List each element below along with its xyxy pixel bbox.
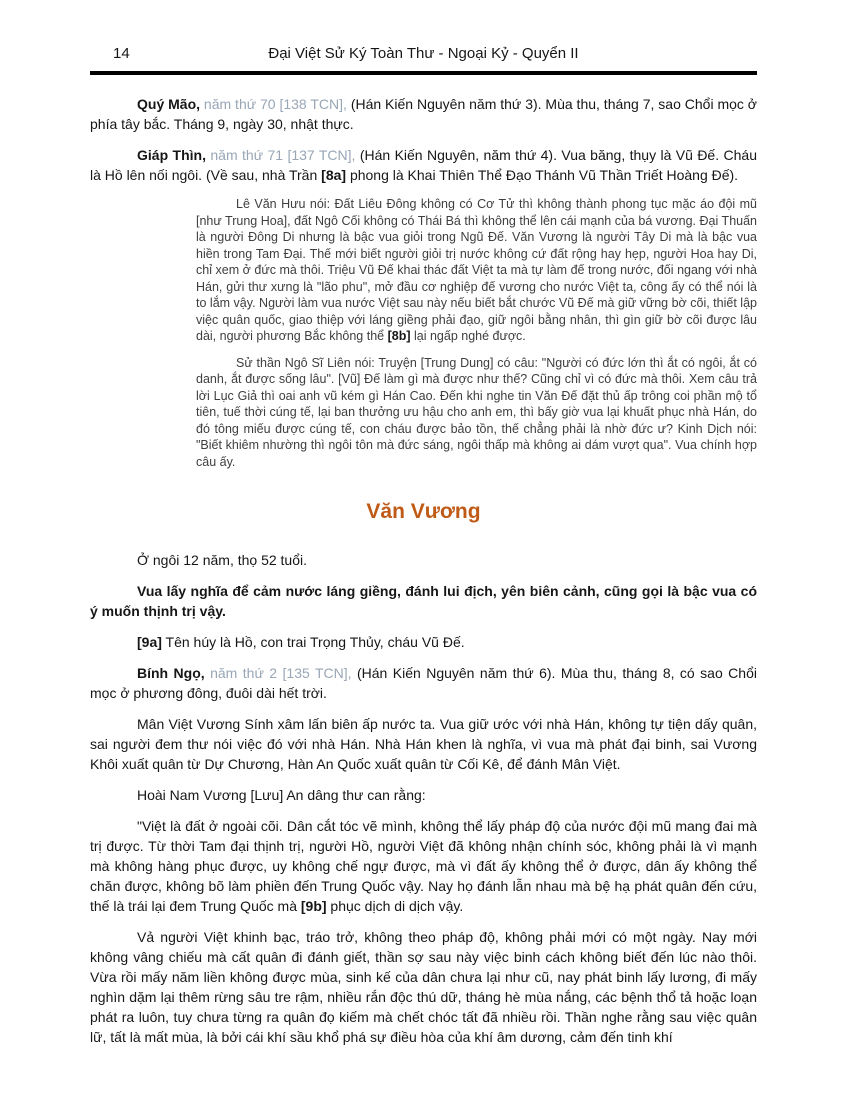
commentary-quote [196,355,757,471]
body-text: lại ngấp nghé được. [410,329,526,343]
page-number: 14 [113,45,130,62]
section-heading [90,500,757,524]
page-header [90,44,757,68]
bold-text: [8b] [387,329,411,343]
body-text: (Hán Kiến Nguyên năm thứ 6). Mùa thu, tháng 8, có sao Chổi mọc ở phương đông, đuôi dài hết trời. [90,665,757,701]
paragraph [90,663,757,703]
paragraph [90,550,757,570]
body-text: Sử thần Ngô Sĩ Liên nói: Truyện [Trung Dung] có câu: "Người có đức lớn thì ắt có ngôi, ắt có danh, ắt được sống lâu". [Vũ] Đế làm gì mà được như thế? Cũng chỉ vì có đức mà thôi. Xem câu trả lời Lục Giả thì oai anh vũ kém gì Hán Cao. Đến khi nghe tin Văn Đế đặt thủ ấp trông coi phần mộ tổ tiên, tuế thời cúng tế, lại ban thưởng ưu hậu cho anh em, thì bấy giờ vua lại khuất phục nhà Hán, do đó tông miếu được cúng tế, con cháu được bảo tồn, thế chẳng phải là nhờ đức ư? Kinh Dịch nói: "Biết khiêm nhường thì ngôi tôn mà đức sáng, ngôi thấp mà không ai dám vượt qua". Vua chính hợp câu ấy. [196,355,757,469]
paragraph [90,94,757,134]
body-text: Vả người Việt khinh bạc, tráo trở, không theo pháp độ, không phải mới có một ngày. Nay mới không vâng chiếu mà cất quân đi đánh giết, thần sợ sau này việc binh cách không biết đến lúc nào thôi. Vừa rồi mấy năm liền không được mùa, sinh kế của dân chưa lại như cũ, nay phát binh lấy lương, đi mấy nghìn dặm lại thêm rừng sâu tre rậm, nhiều rắn độc thú dữ, tháng hè mùa nắng, các bệnh thổ tả hoặc loạn phát ra luôn, tuy chưa từng ra quân đọ kiếm mà chết chóc tất đã nhiều rồi. Thần nghe rằng sau việc quân lữ, tất là mất mùa, là bởi cái khí sầu khổ phá sự điều hòa của khí âm dương, cảm đến tinh khí [90,929,757,1045]
body-text: Lê Văn Hưu nói: Đất Liêu Đông không có Cơ Tử thì không thành phong tục mặc áo đội mũ [như Trung Hoa], đất Ngô Cối không có Thái Bá thì không thể lên cái mạnh của bá vương. Đại Thuấn là người Đông Di nhưng là bậc vua giỏi trong Ngũ Đế. Văn Vương là người Tây Di mà là bậc vua hiền trong Tam Đại. Thế mới biết người giỏi trị nước không cứ đất rộng hay hẹp, người Hoa hay Di, chỉ xem ở đức mà thôi. Triệu Vũ Đế khai thác đất Việt ta mà tự làm đế trong nước, đối ngang với nhà Hán, gửi thư xưng là "lão phu", mở đầu cơ nghiệp đế vương cho nước Việt ta, công ấy có thể nói là to lắm vậy. Người làm vua nước Việt sau này nếu biết bắt chước Vũ Đế mà giữ vững bờ cõi, thiết lập việc quân quốc, giao thiệp với láng giềng phải đạo, giữ ngôi bằng nhân, thì gìn giữ bờ cõi được lâu dài, người phương Bắc không thể [196,197,757,343]
year-annotation: năm thứ 2 [135 TCN], [210,665,357,681]
document-body [90,94,757,1047]
body-text: Vua lấy nghĩa để cảm nước láng giềng, đánh lui địch, yên biên cảnh, cũng gọi là bậc vua có ý muốn thịnh trị vậy. [90,583,757,619]
paragraph-emphasis [90,581,757,621]
bold-text: [9a] [137,634,162,650]
header-rule [90,71,757,75]
bold-text: Bính Ngọ, [137,665,211,681]
body-text: "Việt là đất ở ngoài cõi. Dân cắt tóc vẽ mình, không thể lấy pháp độ của nước đội mũ mang đai mà trị được. Từ thời Tam đại thịnh trị, người Hồ, người Việt đã không nhận chính sóc, không phải là vì mạnh mà không hàng phục được, uy không chế ngự được, mà vì đất ấy không thể ở được, dân ấy không thể chăn được, không bõ làm phiền đến Trung Quốc vậy. Nay họ đánh lẫn nhau mà bệ hạ phát quân đến cứu, thế là trái lại đem Trung Quốc mà [90,818,757,914]
commentary-quote [196,196,757,345]
bold-text: [8a] [321,167,347,183]
body-text: phong là Khai Thiên Thể Đạo Thánh Vũ Thần Triết Hoàng Đế). [346,167,739,183]
paragraph [90,927,757,1047]
body-text: Ở ngôi 12 năm, thọ 52 tuổi. [137,552,308,568]
body-text: Mân Việt Vương Sính xâm lấn biên ấp nước ta. Vua giữ ước với nhà Hán, không tự tiện dấy quân, sai người đem thư nói việc đó với nhà Hán. Nhà Hán khen là nghĩa, vì vua mà phát đại binh, sai Vương Khôi xuất quân từ Dự Chương, Hàn An Quốc xuất quân từ Cối Kê, để đánh Mân Việt. [90,716,757,772]
paragraph [90,714,757,774]
body-text: Hoài Nam Vương [Lưu] An dâng thư can rằng: [137,787,426,803]
body-text: phục dịch di dịch vậy. [326,898,464,914]
paragraph [90,816,757,916]
bold-text: [9b] [300,898,327,914]
bold-text: Giáp Thìn, [137,147,211,163]
bold-text: Quý Mão, [137,96,204,112]
year-annotation: năm thứ 71 [137 TCN], [210,147,360,163]
paragraph [90,785,757,805]
body-text: (Hán Kiến Nguyên năm thứ 3). Mùa thu, tháng 7, sao Chổi mọc ở phía tây bắc. Tháng 9, ngày 30, nhật thực. [90,96,757,132]
body-text: Văn Vương [366,500,481,523]
paragraph [90,145,757,185]
year-annotation: năm thứ 70 [138 TCN], [203,96,351,112]
paragraph [90,632,757,652]
header-title: Đại Việt Sử Ký Toàn Thư - Ngoại Kỷ - Quyển II [268,45,579,62]
body-text: (Hán Kiến Nguyên, năm thứ 4). Vua băng, thụy là Vũ Đế. Cháu là Hồ lên nối ngôi. (Về sau, nhà Trần [90,147,757,183]
body-text: Tên húy là Hồ, con trai Trọng Thủy, cháu Vũ Đế. [161,634,465,650]
